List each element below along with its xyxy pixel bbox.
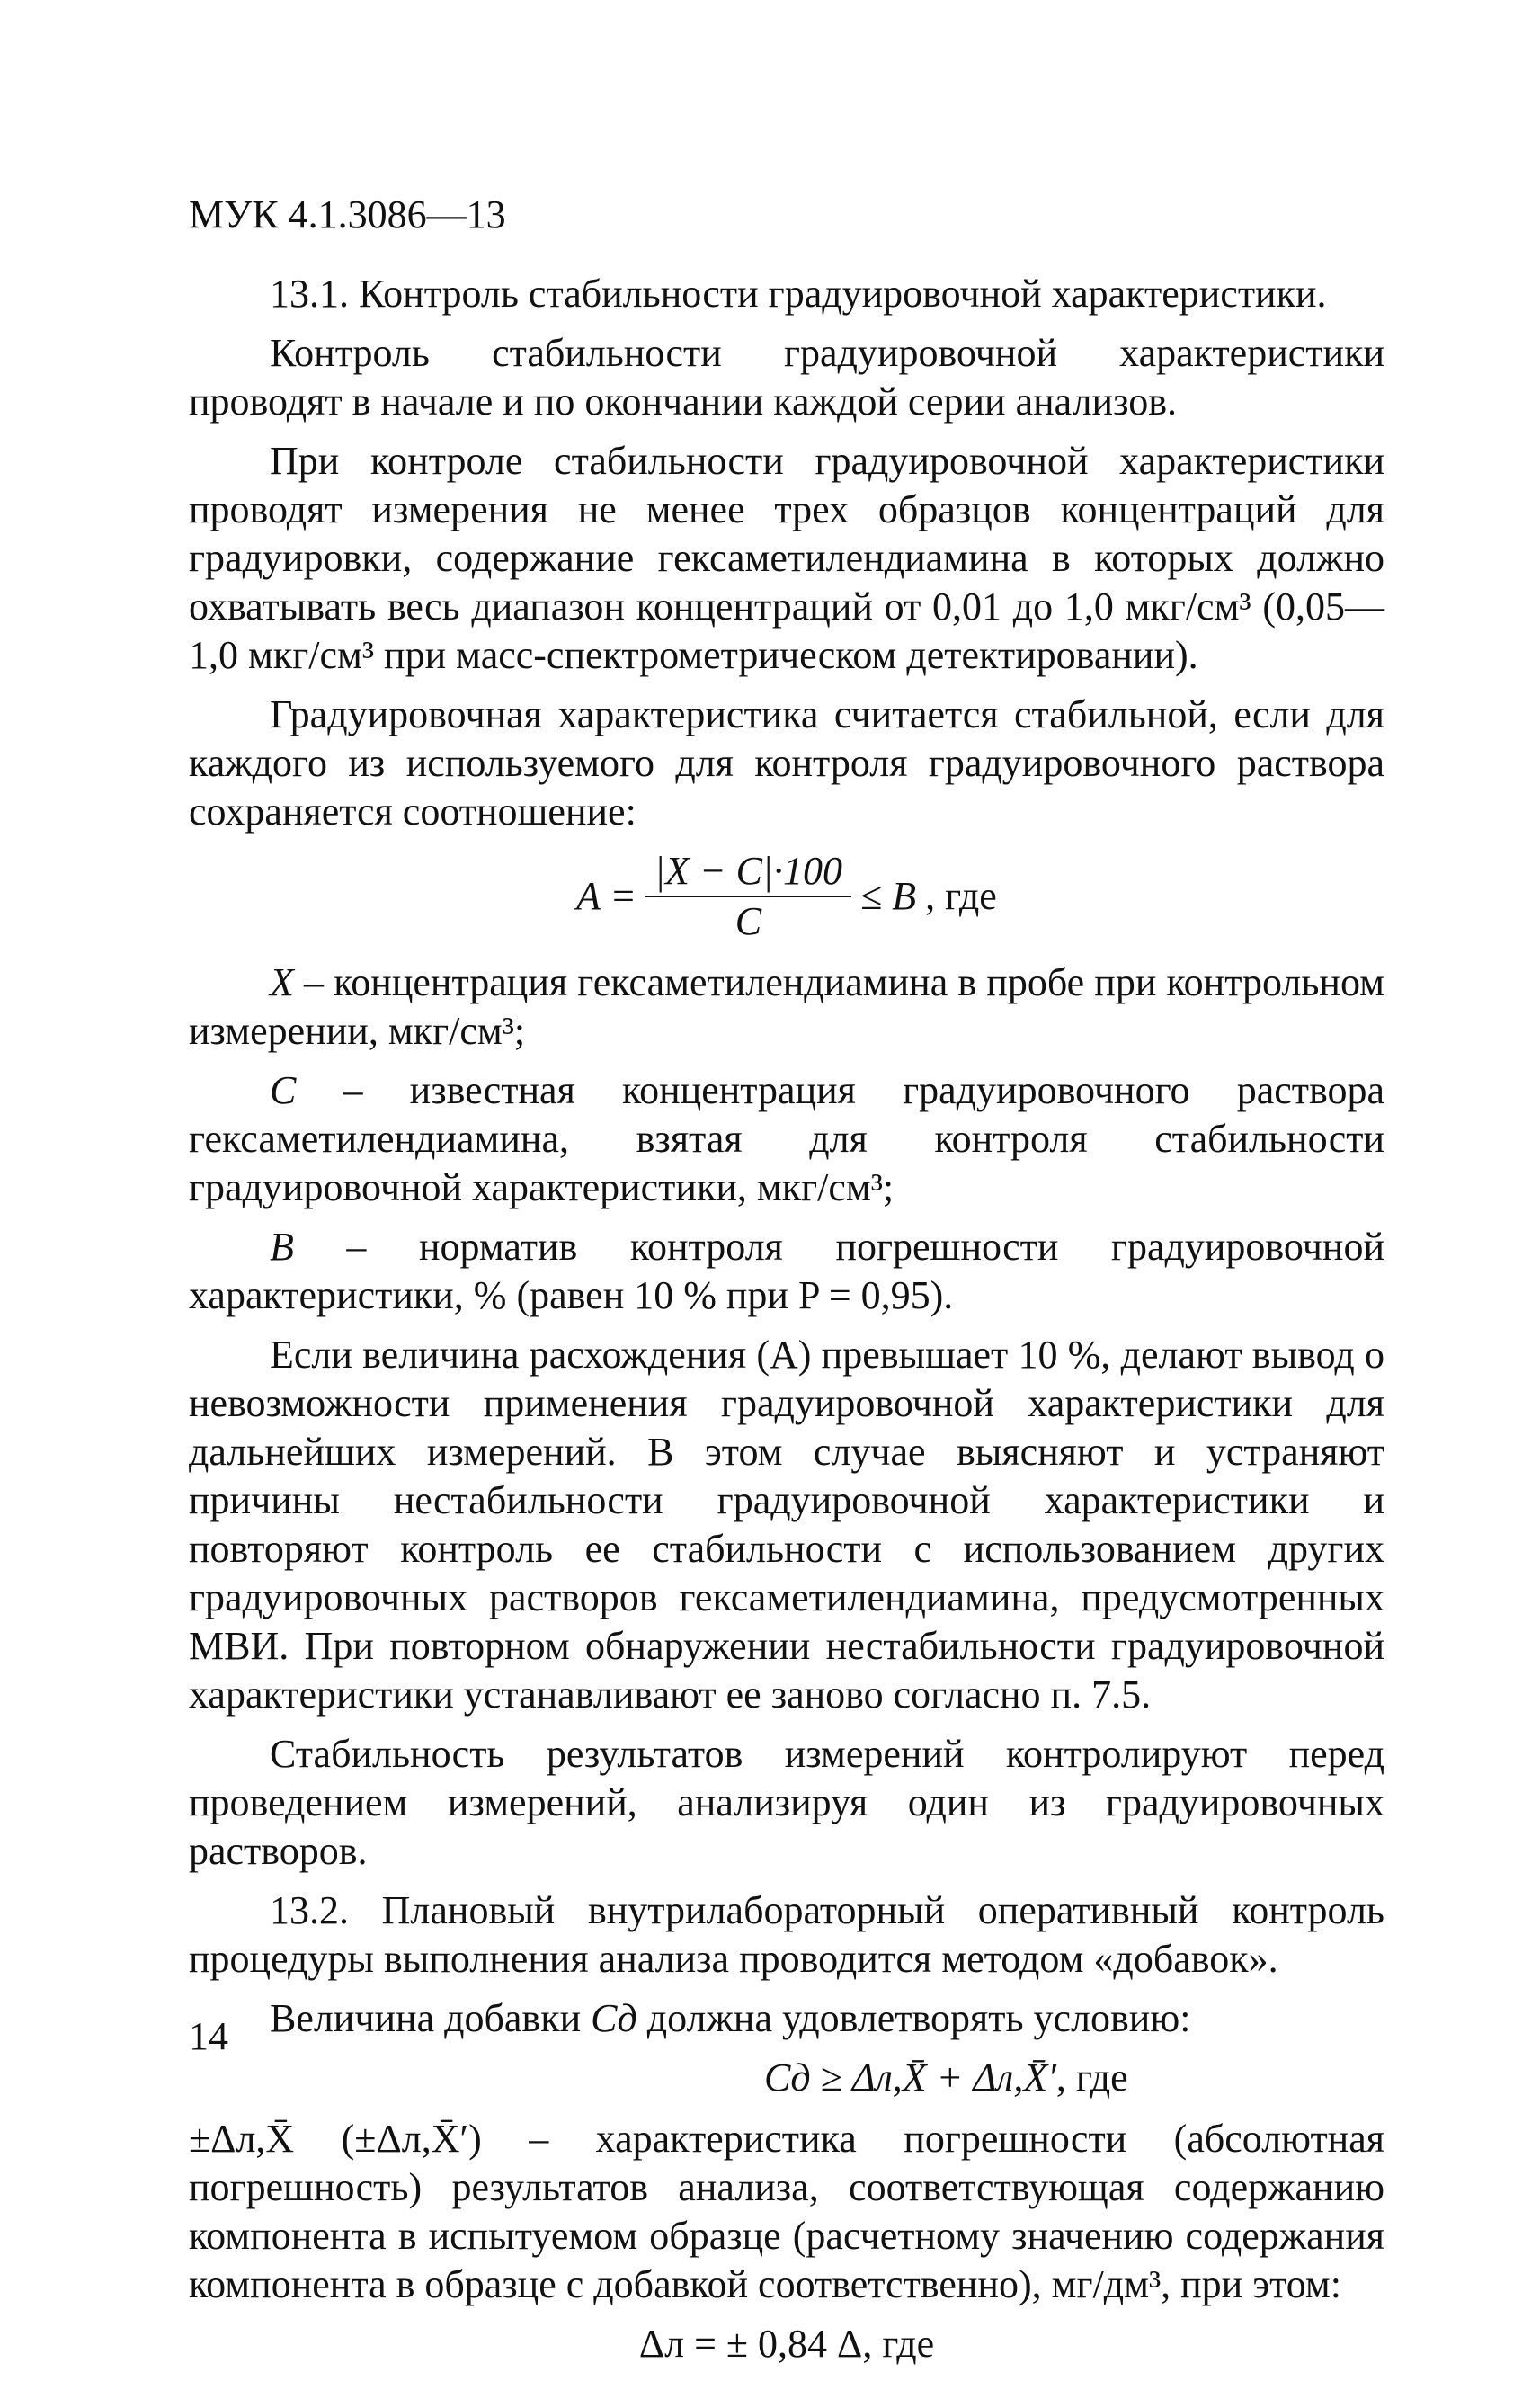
- formula-denominator: C: [734, 899, 762, 943]
- definition-x-text: – концентрация гексаметилендиамина в пробе при контрольном измерении, мкг/см³;: [189, 960, 1384, 1053]
- additive-symbol: Cд: [591, 1996, 637, 2040]
- section-13-1-heading: 13.1. Контроль стабильности градуировочной характеристики.: [270, 272, 1327, 316]
- formula-discrepancy: [189, 847, 1384, 946]
- paragraph-additive-condition: [189, 1994, 1384, 2043]
- definition-b-text: – норматив контроля погрешности градуировочной характеристики, % (равен 10 % при P = 0,95).: [189, 1225, 1384, 1317]
- formula-numerator: |X − C|·100: [654, 849, 843, 893]
- paragraph-error-characteristic: ±Δл,X̄ (±Δл,X̄′) – характеристика погрешности (абсолютная погрешность) результатов анализа, соответствующая содержанию компонента в испытуемом образце (расчетному значению содержания компонента в образце с добавкой соответственно), мг/дм³, при этом:: [189, 2117, 1384, 2306]
- paragraph-stability-condition: Градуировочная характеристика считается стабильной, если для каждого из используемого для контроля градуировочного раствора сохраняется соотношение:: [189, 692, 1384, 834]
- formula-rhs: ≤ B: [860, 874, 917, 918]
- paragraph-measurement-stability: Стабильность результатов измерений контролируют перед проведением измерений, анализируя один из градуировочных растворов.: [189, 1732, 1384, 1873]
- definition-x-symbol: X: [270, 960, 294, 1004]
- formula-lab-error: [189, 2320, 1384, 2368]
- formula-fraction: [645, 847, 851, 946]
- formula-lab-error-body: Δл = ± 0,84 Δ: [638, 2322, 863, 2366]
- definition-b: [189, 1223, 1384, 1320]
- definition-c-text: – известная концентрация градуировочного раствора гексаметилендиамина, взятая для контроля стабильности градуировочной характеристики, мкг/см³;: [189, 1068, 1384, 1209]
- additive-pre: Величина добавки: [270, 1996, 592, 2040]
- document-code-header: МУК 4.1.3086—13: [189, 192, 506, 236]
- formula-additive: [189, 2054, 1384, 2102]
- page-number: 14: [189, 2014, 228, 2058]
- formula-lab-error-suffix: , где: [862, 2322, 935, 2366]
- definition-c: [189, 1066, 1384, 1212]
- paragraph-control-procedure: При контроле стабильности градуировочной характеристики проводят измерения не менее трех образцов концентраций для градуировки, содержание гексаметилендиамина в которых должно охватывать весь диапазон концентраций от 0,01 до 1,0 мкг/см³ (0,05—1,0 мкг/см³ при масс-спектрометрическом детектировании).: [189, 439, 1384, 677]
- formula-additive-suffix: , где: [1055, 2056, 1128, 2100]
- formula-suffix: , где: [925, 874, 997, 918]
- definition-c-symbol: C: [270, 1068, 297, 1112]
- additive-post: должна удовлетворять условию:: [636, 1996, 1191, 2040]
- formula-additive-body: Cд ≥ Δл,X̄ + Δл,X̄′: [764, 2056, 1056, 2100]
- formula-lhs: A =: [576, 874, 636, 918]
- document-body: [189, 270, 1384, 2381]
- section-13-2-intro: 13.2. Плановый внутрилабораторный оперативный контроль процедуры выполнения анализа проводится методом «добавок».: [189, 1888, 1384, 1981]
- paragraph-discrepancy-action: Если величина расхождения (A) превышает 10 %, делают вывод о невозможности применения градуировочной характеристики для дальнейших измерений. В этом случае выясняют и устраняют причины нестабильности градуировочной характеристики и повторяют контроль ее стабильности с использованием других градуировочных растворов гексаметилендиамина, предусмотренных МВИ. При повторном обнаружении нестабильности градуировочной характеристики устанавливают ее заново согласно п. 7.5.: [189, 1333, 1384, 1717]
- definition-b-symbol: B: [270, 1225, 294, 1269]
- definition-x: [189, 959, 1384, 1056]
- paragraph-control-timing: Контроль стабильности градуировочной характеристики проводят в начале и по окончании каждой серии анализов.: [189, 331, 1384, 424]
